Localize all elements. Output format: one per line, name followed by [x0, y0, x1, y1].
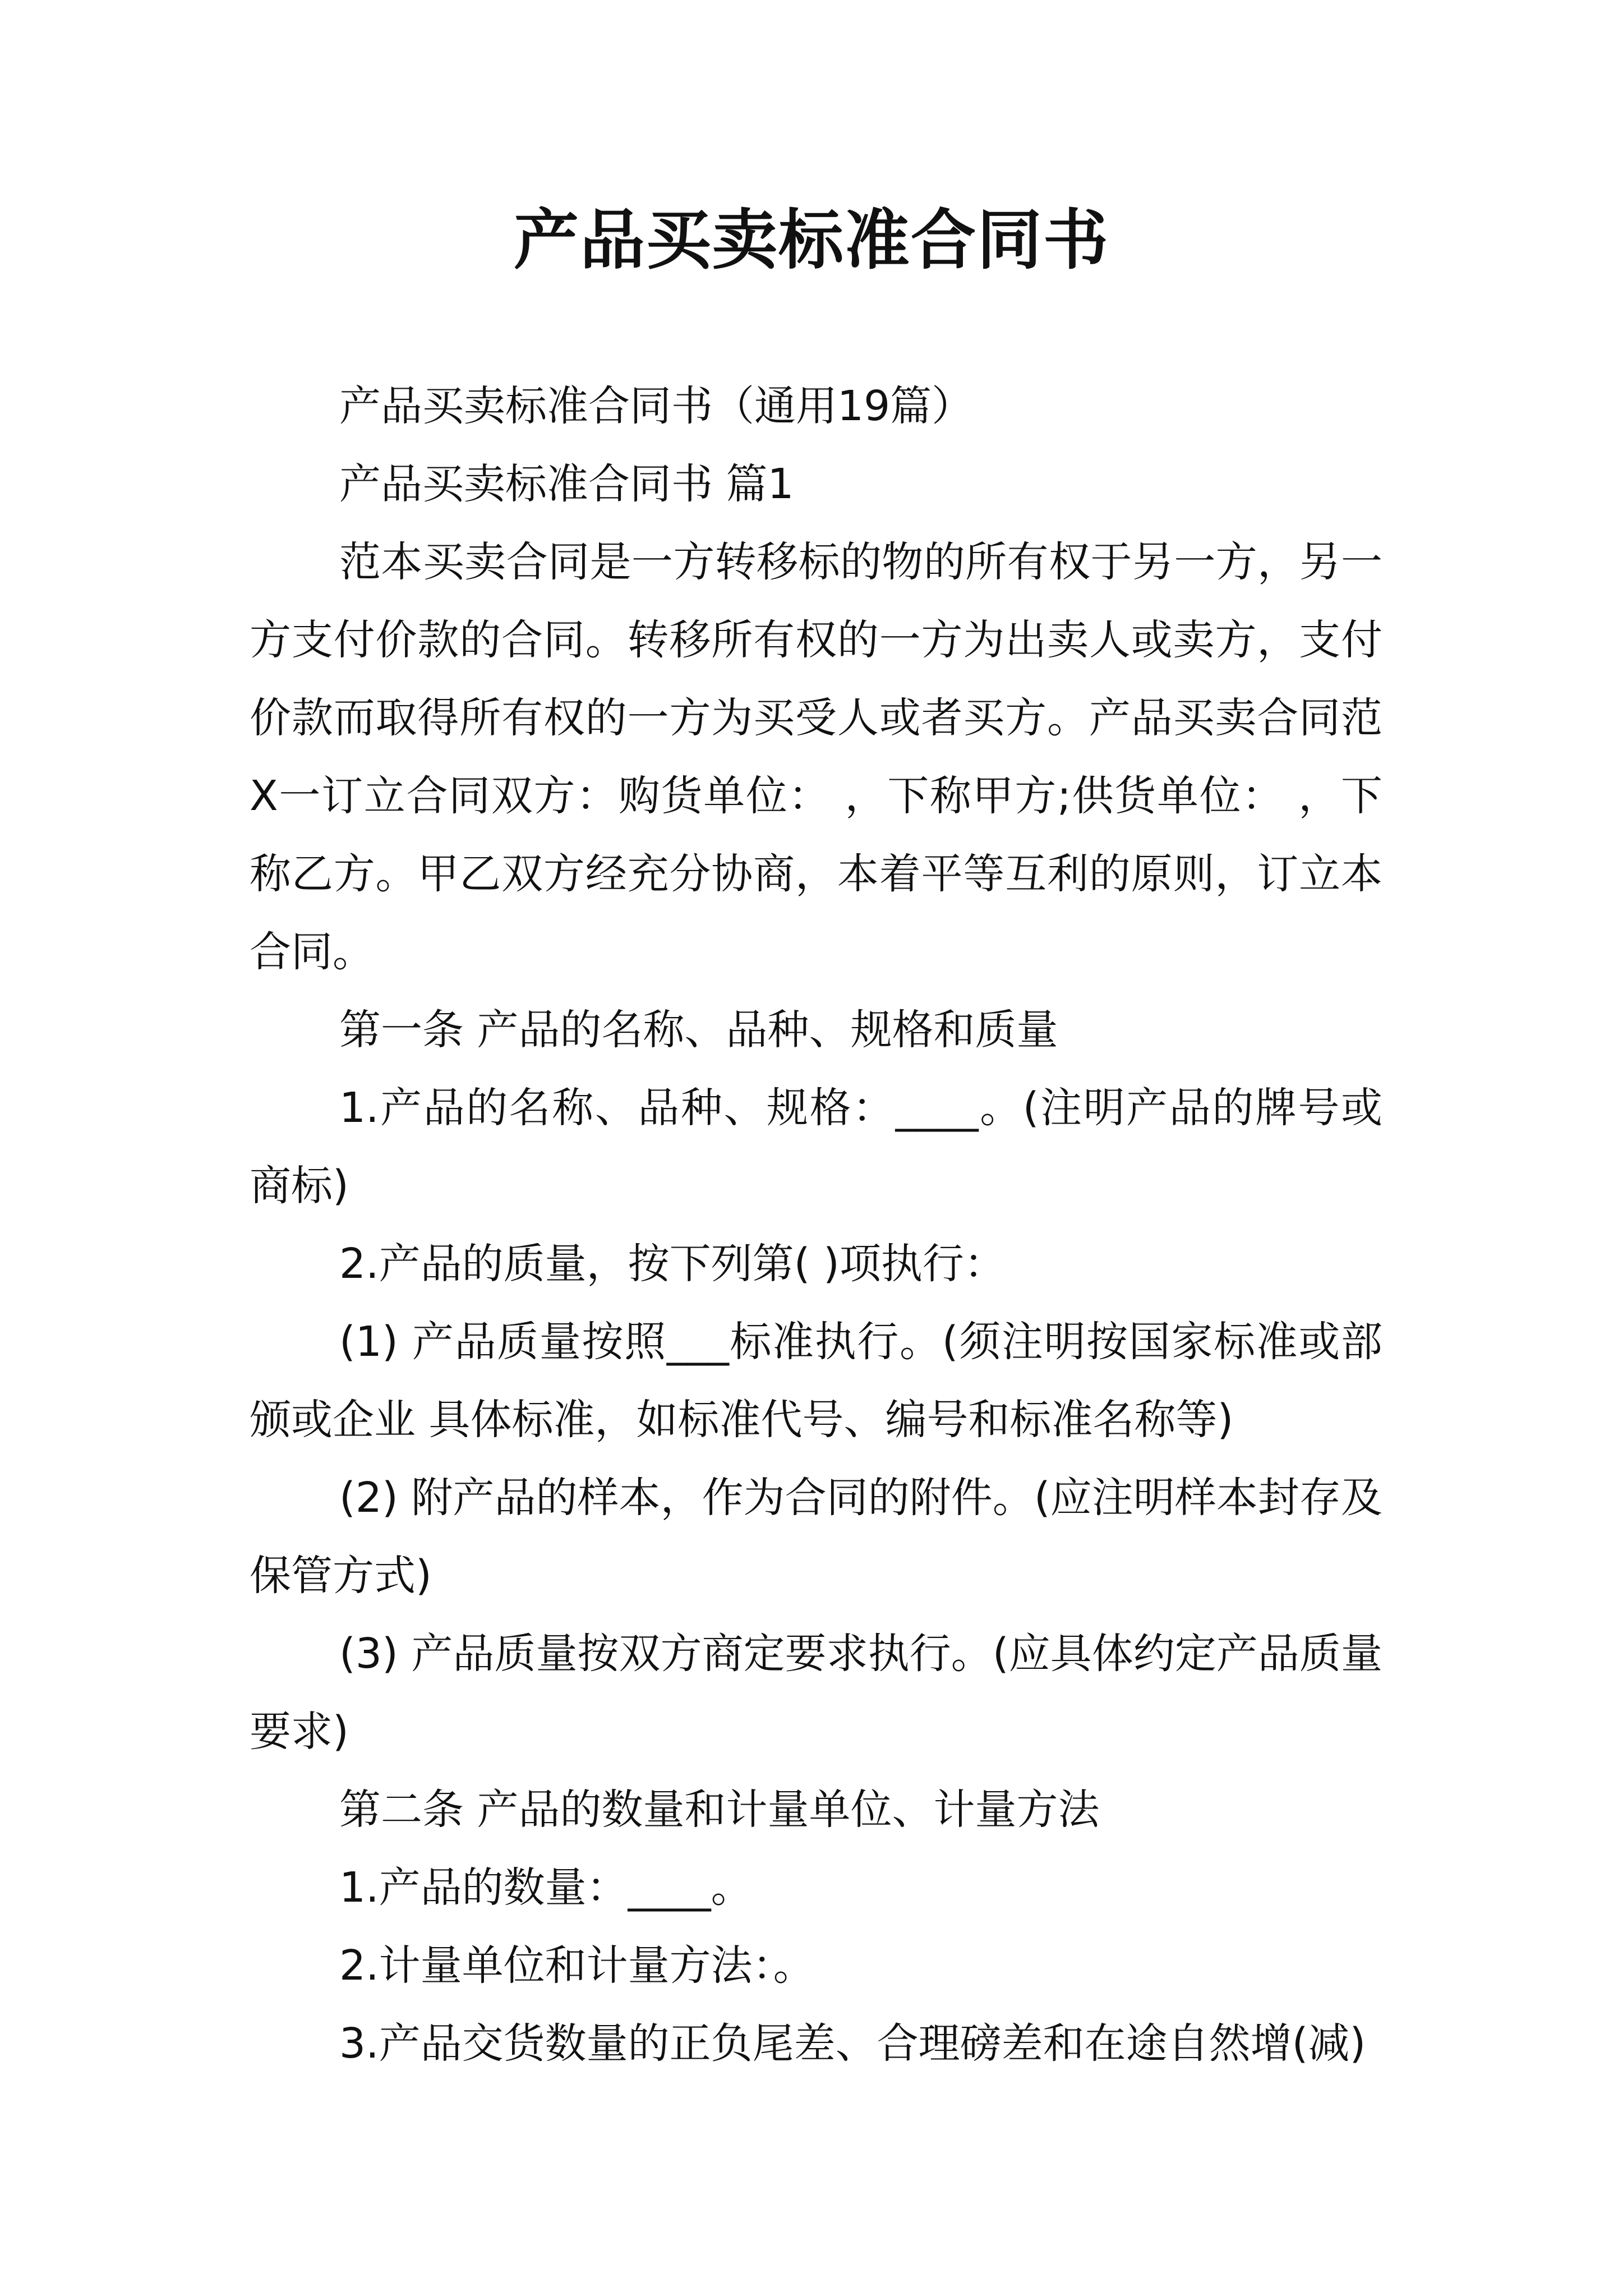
paragraph: 1.产品的数量：____。 [339, 1864, 753, 1912]
paragraph: 2.计量单位和计量方法：。 [339, 1941, 815, 1990]
paragraph: 1.产品的名称、品种、规格：____。(注明产品的牌号或商标) [250, 1084, 1382, 1210]
document-body [250, 367, 1382, 2083]
paragraph: 产品买卖标准合同书（通用19篇） [339, 382, 974, 430]
section-heading: 第一条 产品的名称、品种、规格和质量 [339, 1006, 1058, 1054]
paragraph: (2) 附产品的样本，作为合同的附件。(应注明样本封存及保管方式) [250, 1474, 1382, 1600]
paragraph: 产品买卖标准合同书 篇1 [339, 460, 794, 508]
section-heading: 第二条 产品的数量和计量单位、计量方法 [339, 1786, 1100, 1834]
document-title: 产品买卖标准合同书 [514, 202, 1109, 278]
paragraph: 范本买卖合同是一方转移标的物的所有权于另一方，另一方支付价款的合同。转移所有权的一方为出卖人或卖方，支付价款而取得所有权的一方为买受人或者买方。产品买卖合同范X一订立合同双方：购货单位： ，下称甲方;供货单位： ，下称乙方。甲乙双方经充分协商，本着平等互利的原则，订立本合同。 [250, 538, 1382, 976]
paragraph: (1) 产品质量按照___标准执行。(须注明按国家标准或部颁或企业 具体标准，如标准代号、编号和标准名称等) [250, 1318, 1382, 1444]
paragraph: 3.产品交货数量的正负尾差、合理磅差和在途自然增(减) [339, 2019, 1366, 2068]
paragraph: 2.产品的质量，按下列第( )项执行： [339, 1240, 1006, 1288]
paragraph: (3) 产品质量按双方商定要求执行。(应具体约定产品质量要求) [250, 1630, 1382, 1756]
